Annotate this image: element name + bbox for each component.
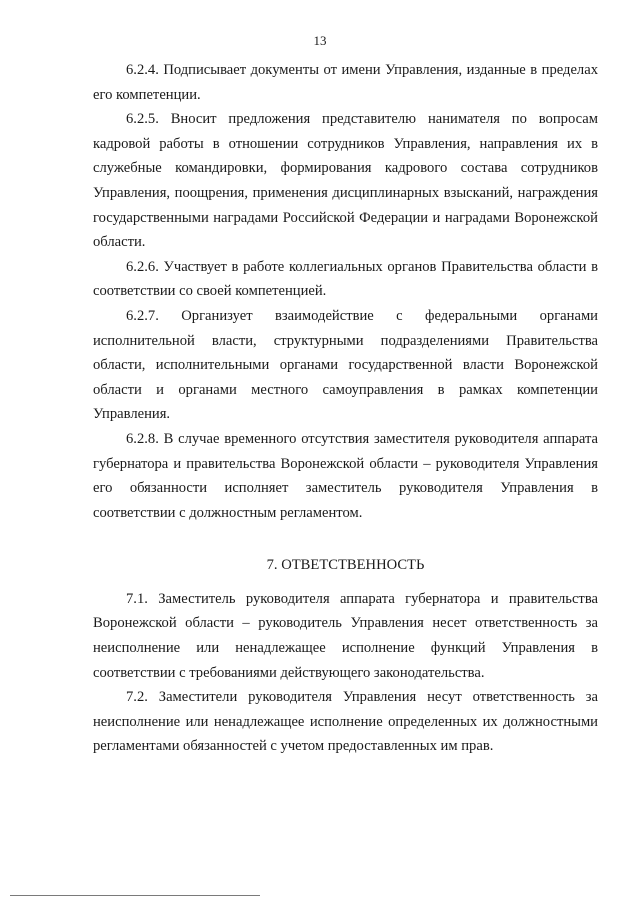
paragraph-7-2: 7.2. Заместители руководителя Управления несут ответственность за неисполнение или ненадлежащее исполнение определенных их должностными регламентами обязанностей с учетом предоставленных им прав.	[93, 689, 598, 755]
document-body	[93, 58, 598, 759]
paragraph-6-2-8: 6.2.8. В случае временного отсутствия заместителя руководителя аппарата губернатора и правительства Воронежской области – руководителя Управления его обязанности исполняет заместитель руководителя Управления в соответствии с должностным регламентом.	[93, 430, 598, 521]
paragraph-6-2-5: 6.2.5. Вносит предложения представителю нанимателя по вопросам кадровой работы в отношении сотрудников Управления, направления их в служебные командировки, формирования кадрового состава сотрудников Управления, поощрения, применения дисциплинарных взысканий, награждения государственными наградами Российской Федерации и наградами Воронежской области.	[93, 111, 598, 251]
paragraph-6-2-6: 6.2.6. Участвует в работе коллегиальных органов Правительства области в соответствии со своей компетенцией.	[93, 258, 598, 300]
paragraph-6-2-7: 6.2.7. Организует взаимодействие с федеральными органами исполнительной власти, структурными подразделениями Правительства области, исполнительными органами государственной власти Воронежской области и органами местного самоуправления в рамках компетенции Управления.	[93, 307, 598, 423]
paragraph-7-1: 7.1. Заместитель руководителя аппарата губернатора и правительства Воронежской области – руководитель Управления несет ответственность за неисполнение или ненадлежащее исполнение функций Управления в соответствии с требованиями действующего законодательства.	[93, 590, 598, 681]
paragraph-6-2-4: 6.2.4. Подписывает документы от имени Управления, изданные в пределах его компетенции.	[93, 62, 598, 103]
page-number: 13	[313, 33, 327, 48]
section-title: 7. ОТВЕТСТВЕННОСТЬ	[266, 557, 425, 574]
footer-rule	[10, 895, 260, 896]
